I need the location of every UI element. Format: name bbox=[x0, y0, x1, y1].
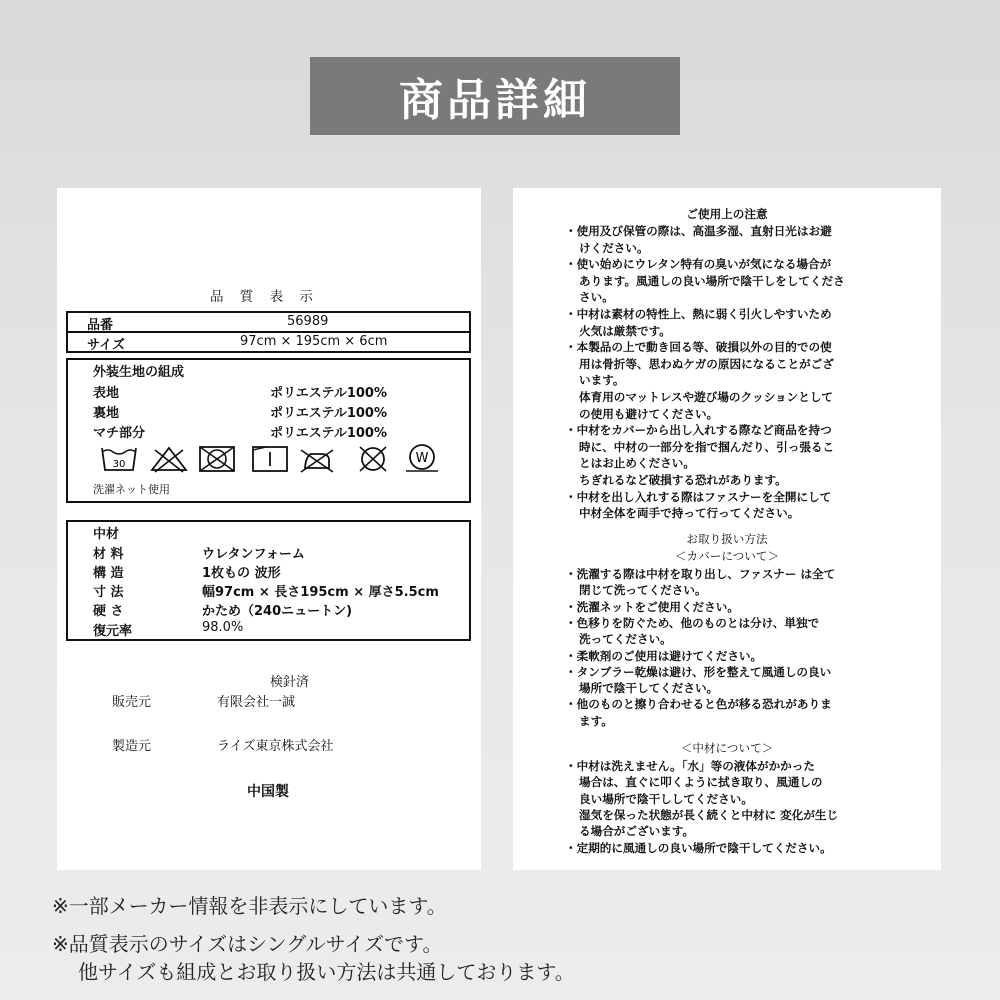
size-value: 97cm × 195cm × 6cm bbox=[240, 334, 388, 349]
note-line: ・中材をカバーから出し入れする際など商品を持つ bbox=[565, 423, 832, 438]
core-heading: 中材 bbox=[93, 527, 120, 542]
note-line: の使用も避けてください。 bbox=[579, 406, 719, 421]
note-line: 湿気を保った状態が長く続くと中材に 変化が生じ bbox=[579, 807, 839, 822]
core-row-key: 硬 さ bbox=[93, 604, 124, 619]
cover-row-key: 裏地 bbox=[93, 406, 120, 421]
maker-value: ライズ東京株式会社 bbox=[217, 739, 334, 754]
cover-row-value: ポリエステル100% bbox=[270, 426, 387, 441]
footer-note: 他サイズも組成とお取り扱い方法は共通しております。 bbox=[78, 960, 575, 984]
note-line: 中材全体を両手で持って行ってください。 bbox=[579, 506, 800, 521]
origin-label: 中国製 bbox=[247, 784, 289, 800]
note-line: ・洗濯する際は中材を取り出し、ファスナー は全て bbox=[565, 567, 836, 581]
wash-temp-label: 30 bbox=[112, 459, 126, 470]
cover-row-key: マチ部分 bbox=[93, 426, 146, 441]
core-row-key: 構 造 bbox=[93, 566, 124, 581]
note-line: 火気は厳禁です。 bbox=[579, 323, 671, 338]
usage-title: ご使用上の注意 bbox=[686, 207, 768, 221]
wet-clean-icon bbox=[400, 442, 444, 474]
note-line: ・中材は素材の特性上、熱に弱く引火しやすいため bbox=[565, 307, 832, 321]
note-line: ・色移りを防ぐため、他のものとは分け、単独で bbox=[565, 615, 820, 630]
note-line: 時に、中材の一部分を指で掴んだり、引っ張るこ bbox=[579, 439, 835, 454]
note-line: ・中材を出し入れする際はファスナーを全開にして bbox=[565, 489, 832, 504]
note-line: さい。 bbox=[579, 290, 614, 305]
product-number-value: 56989 bbox=[287, 314, 329, 329]
wash-note: 洗濯ネット使用 bbox=[93, 483, 170, 496]
note-line: ・洗濯ネットをご使用ください。 bbox=[565, 599, 739, 614]
banner-title: 商品詳細 bbox=[399, 75, 591, 126]
note-line: とはお止めください。 bbox=[579, 456, 695, 471]
note-line: 良い場所で陰干ししてください。 bbox=[579, 791, 753, 806]
inspected-label: 検針済 bbox=[270, 675, 310, 690]
cover-row-value: ポリエステル100% bbox=[270, 386, 387, 401]
note-line: います。 bbox=[579, 373, 625, 388]
wet-clean-letter: W bbox=[415, 451, 429, 466]
note-line: けください。 bbox=[579, 240, 649, 255]
quality-label-card bbox=[57, 188, 481, 870]
size-key: サイズ bbox=[87, 338, 125, 353]
wash-30-icon bbox=[99, 444, 139, 474]
note-line: 場合は、直ぐに叩くように拭き取り、風通しの bbox=[579, 775, 823, 790]
core-row-key: 復元率 bbox=[93, 624, 133, 639]
note-line: ます。 bbox=[579, 713, 613, 728]
note-line: ・使用及び保管の際は、高温多湿、直射日光はお避 bbox=[565, 224, 832, 238]
note-line: ・柔軟剤のご使用は避けてください。 bbox=[565, 648, 763, 663]
product-number-key: 品番 bbox=[87, 318, 114, 333]
cover-row-value: ポリエステル100% bbox=[270, 406, 387, 421]
core-row-value: 98.0% bbox=[202, 620, 244, 635]
cover-row-key: 表地 bbox=[93, 386, 120, 401]
no-dry-clean-icon bbox=[353, 444, 393, 474]
cover-subtitle: ＜カバーについて＞ bbox=[674, 549, 780, 563]
seller-value: 有限会社一誠 bbox=[217, 695, 296, 710]
note-line: 体育用のマットレスや遊び場のクッションとして bbox=[579, 390, 834, 404]
core-row-key: 材 料 bbox=[93, 547, 124, 562]
note-line: 用は骨折等、思わぬケガの原因になることがござ bbox=[579, 356, 834, 371]
maker-key: 製造元 bbox=[112, 739, 152, 754]
note-line: る場合がございます。 bbox=[579, 824, 695, 839]
label-title: 品 質 表 示 bbox=[210, 289, 319, 305]
core-row-value: 幅97cm × 長さ195cm × 厚さ5.5cm bbox=[202, 585, 439, 600]
note-line: 場所で陰干してください。 bbox=[579, 681, 719, 696]
seller-key: 販売元 bbox=[112, 695, 152, 710]
note-line: ・中材は洗えません。「水」等の液体がかかった bbox=[565, 759, 815, 773]
footer-note: ※品質表示のサイズはシングルサイズです。 bbox=[52, 932, 443, 956]
core-row-value: 1枚もの 波形 bbox=[202, 566, 281, 581]
note-line: ・本製品の上で動き回る等、破損以外の目的での使 bbox=[565, 340, 832, 355]
note-line: 閉じて洗ってください。 bbox=[579, 583, 707, 598]
no-bleach-icon bbox=[149, 444, 189, 474]
core-row-value: かため（240ニュートン) bbox=[202, 604, 353, 619]
note-line: ちぎれるなど破損する恐れがあります。 bbox=[579, 473, 787, 487]
footer-note: ※一部メーカー情報を非表示にしています。 bbox=[52, 894, 447, 918]
cover-heading: 外装生地の組成 bbox=[93, 365, 185, 380]
note-line: ・他のものと擦り合わせると色が移る恐れがありま bbox=[565, 697, 832, 712]
note-line: あります。風通しの良い場所で陰干しをしてくださ bbox=[579, 273, 845, 288]
no-tumble-dry-icon bbox=[197, 444, 237, 474]
core-subtitle: ＜中材について＞ bbox=[680, 741, 774, 755]
care-notes-card bbox=[513, 188, 941, 870]
note-line: ・定期的に風通しの良い場所で陰干してください。 bbox=[565, 840, 832, 855]
note-line: ・使い始めにウレタン特有の臭いが気になる場合が bbox=[565, 257, 832, 272]
note-line: ・タンブラー乾燥は避け、形を整えて風通しの良い bbox=[565, 664, 832, 679]
core-row-key: 寸 法 bbox=[93, 585, 124, 600]
no-iron-icon bbox=[297, 444, 337, 474]
spec-divider bbox=[66, 331, 471, 333]
note-line: 洗ってください。 bbox=[579, 632, 672, 647]
core-row-value: ウレタンフォーム bbox=[202, 547, 305, 562]
section-banner bbox=[310, 57, 680, 135]
line-dry-icon bbox=[250, 444, 290, 474]
handling-title: お取り扱い方法 bbox=[686, 532, 768, 546]
